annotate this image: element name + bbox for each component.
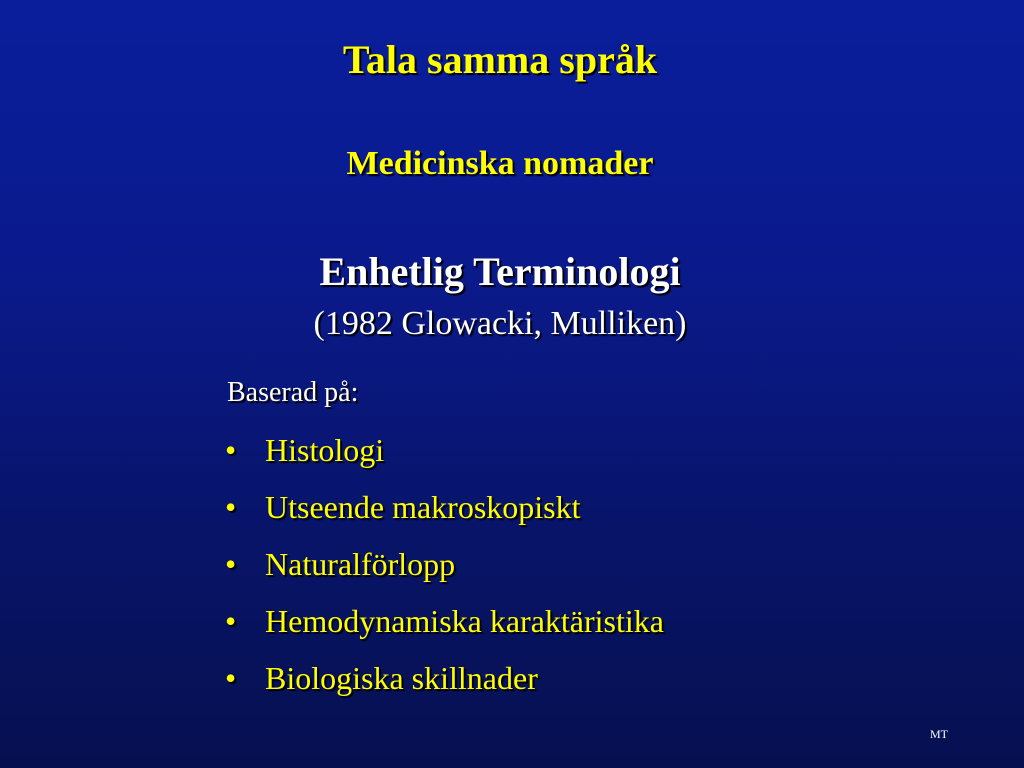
bullet-item (225, 662, 538, 694)
slide-heading: Enhetlig Terminologi (319, 249, 681, 294)
bullet-dot-icon: • (225, 660, 237, 696)
bullet-dot-icon: • (225, 489, 237, 525)
bullet-item (225, 434, 384, 466)
bullet-dot-icon: • (225, 603, 237, 639)
footer-initials: MT (930, 727, 948, 741)
slide-title: Tala samma språk (342, 37, 658, 82)
bullet-text: Biologiska skillnader (265, 660, 538, 696)
bullet-dot-icon: • (225, 546, 237, 582)
slide-heading-citation: (1982 Glowacki, Mulliken) (313, 305, 687, 342)
bullet-item (225, 491, 581, 523)
bullet-item (225, 548, 455, 580)
bullet-item (225, 605, 664, 637)
bullet-dot-icon: • (225, 432, 237, 468)
bullet-text: Utseende makroskopiskt (265, 489, 581, 525)
bullet-text: Histologi (265, 432, 385, 468)
slide-subtitle: Medicinska nomader (346, 145, 654, 182)
bullet-text: Hemodynamiska karaktäristika (265, 603, 664, 639)
intro-text: Baserad på: (227, 377, 359, 408)
bullet-text: Naturalförlopp (265, 546, 456, 582)
